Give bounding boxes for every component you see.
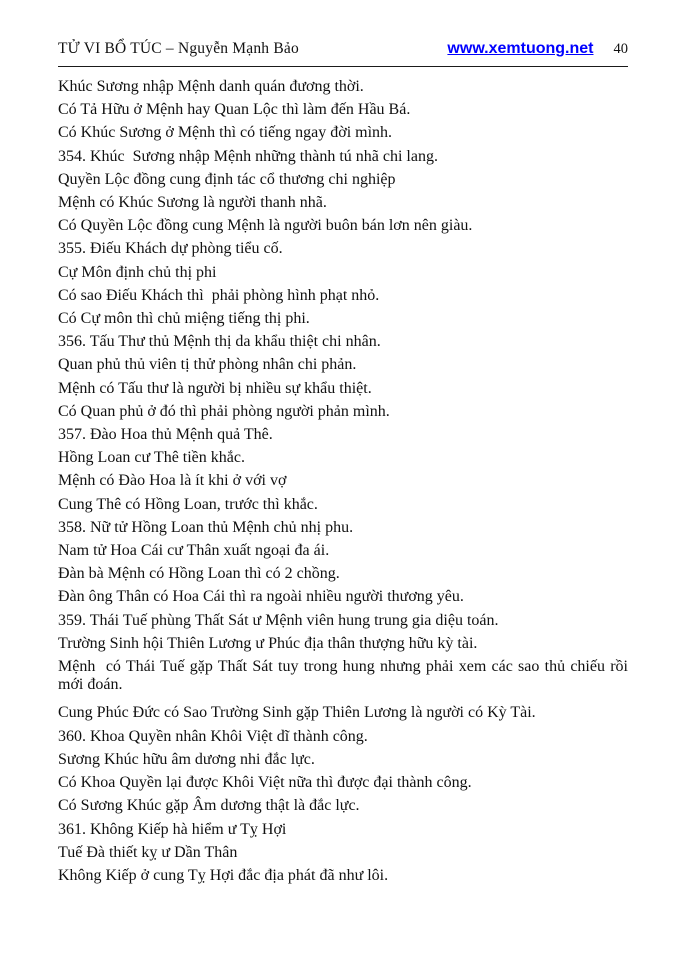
paragraph-line: 358. Nữ tử Hồng Loan thủ Mệnh chủ nhị phu. xyxy=(58,518,354,536)
paragraph-line: Có Tả Hữu ở Mệnh hay Quan Lộc thì làm đến Hầu Bá. xyxy=(58,101,411,119)
paragraph-line: Đàn bà Mệnh có Hồng Loan thì có 2 chồng. xyxy=(58,565,340,583)
paragraph-line: 359. Thái Tuế phùng Thất Sát ư Mệnh viên hung trung gia diệu toán. xyxy=(58,611,499,629)
paragraph-line: Có Khúc Sương ở Mệnh thì có tiếng ngay đời mình. xyxy=(58,124,393,142)
paragraph-line: Trường Sinh hội Thiên Lương ư Phúc địa thân thượng hữu kỳ tài. xyxy=(58,634,478,652)
paragraph-line: Cự Môn định chủ thị phi xyxy=(58,263,217,281)
paragraph-line: Cung Thê có Hồng Loan, trước thì khắc. xyxy=(58,495,318,513)
website-link[interactable]: www.xemtuong.net xyxy=(447,40,594,57)
paragraph-line: 356. Tấu Thư thủ Mệnh thị da khẩu thiệt chi nhân. xyxy=(58,333,381,351)
paragraph-line: Tuế Đà thiết kỵ ư Dần Thân xyxy=(58,843,238,861)
paragraph-line: 360. Khoa Quyền nhân Khôi Việt dĩ thành công. xyxy=(58,727,368,745)
paragraph-line: Mệnh có Thái Tuế gặp Thất Sát tuy trong hung nhưng phải xem các sao thủ chiếu rồi mới đoán. xyxy=(58,658,632,694)
paragraph-line: 354. Khúc Sương nhập Mệnh những thành tú nhã chi lang. xyxy=(58,147,438,165)
paragraph-line: 357. Đào Hoa thủ Mệnh quả Thê. xyxy=(58,426,273,444)
book-title: TỬ VI BỔ TÚC – Nguyễn Mạnh Bảo xyxy=(58,40,299,57)
paragraph-line: Cung Phúc Đức có Sao Trường Sinh gặp Thiên Lương là người có Kỳ Tài. xyxy=(58,704,536,722)
paragraph-line: Không Kiếp ở cung Tỵ Hợi đắc địa phát đã như lôi. xyxy=(58,866,389,884)
paragraph-line: Có sao Điếu Khách thì phải phòng hình phạt nhỏ. xyxy=(58,286,380,304)
paragraph-line: Có Sương Khúc gặp Âm dương thật là đắc lực. xyxy=(58,797,360,815)
paragraph-line: Nam tử Hoa Cái cư Thân xuất ngoại đa ái. xyxy=(58,542,330,560)
paragraph-line: Quyền Lộc đồng cung định tác cổ thương chi nghiệp xyxy=(58,170,396,188)
paragraph-line: Mệnh có Khúc Sương là người thanh nhã. xyxy=(58,194,327,212)
paragraph-line: Hồng Loan cư Thê tiền khắc. xyxy=(58,449,245,467)
paragraph-line: Có Khoa Quyền lại được Khôi Việt nữa thì được đại thành công. xyxy=(58,774,472,792)
paragraph-line: Mệnh có Tấu thư là người bị nhiều sự khẩu thiệt. xyxy=(58,379,372,397)
paragraph-line: Có Cự môn thì chủ miệng tiếng thị phi. xyxy=(58,310,310,328)
paragraph-line: Quan phủ thủ viên tị thử phòng nhân chi phản. xyxy=(58,356,357,374)
page-number: 40 xyxy=(613,41,628,57)
page-header xyxy=(58,0,628,58)
paragraph-line: Khúc Sương nhập Mệnh danh quán đương thời. xyxy=(58,78,364,95)
page-content xyxy=(58,67,632,885)
paragraph-line: Đàn ông Thân có Hoa Cái thì ra ngoài nhiều người thương yêu. xyxy=(58,588,464,606)
paragraph-line: Có Quyền Lộc đồng cung Mệnh là người buôn bán lơn nên giàu. xyxy=(58,217,473,235)
paragraph-line: 361. Không Kiếp hà hiểm ư Tỵ Hợi xyxy=(58,820,287,838)
paragraph-line: 355. Điếu Khách dự phòng tiểu cố. xyxy=(58,240,283,258)
paragraph-line: Mệnh có Đào Hoa là ít khi ở với vợ xyxy=(58,472,287,490)
paragraph-line: Sương Khúc hữu âm dương nhi đắc lực. xyxy=(58,750,315,768)
paragraph-line: Có Quan phủ ở đó thì phải phòng người phản mình. xyxy=(58,402,390,420)
